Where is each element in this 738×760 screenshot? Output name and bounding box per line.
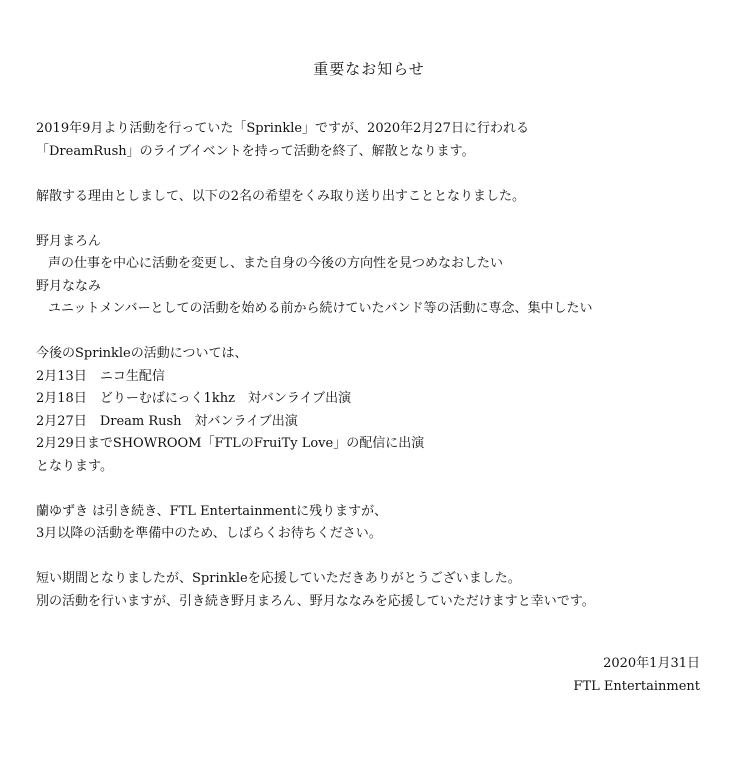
spacer xyxy=(36,478,726,501)
member-reason-maron: 声の仕事を中心に活動を変更し、また自身の今後の方向性を見つめなおしたい xyxy=(48,256,504,271)
announcement-title: 重要なお知らせ xyxy=(313,60,425,78)
closing-line-2: 別の活動を行いますが、引き続き野月まろん、野月ななみを応援していただけますと幸いです。 xyxy=(36,593,595,609)
schedule-item: 2月27日 Dream Rush 対バンライブ出演 xyxy=(36,413,298,429)
schedule-item: 2月13日 ニコ生配信 xyxy=(36,368,165,384)
schedule-outro: となります。 xyxy=(36,458,113,474)
schedule-item: 2月18日 どりーむばにっく1khz 対バンライブ出演 xyxy=(36,391,352,406)
spacer xyxy=(36,163,726,186)
signature-block xyxy=(573,652,700,698)
schedule-item: 2月29日までSHOWROOM「FTLのFruiTy Love」の配信に出演 xyxy=(36,436,425,451)
ran-paragraph-line-1: 蘭ゆずき は引き続き、FTL Entertainmentに残りますが、 xyxy=(36,503,388,519)
spacer xyxy=(36,321,726,344)
member-name-nanami: 野月ななみ xyxy=(36,278,102,294)
closing-line-1: 短い期間となりましたが、Sprinkleを応援していただきありがとうございました。 xyxy=(36,571,521,586)
ran-paragraph-line-2: 3月以降の活動を準備中のため、しばらくお待ちください。 xyxy=(36,526,382,541)
spacer xyxy=(36,208,726,231)
member-name-maron: 野月まろん xyxy=(36,233,102,249)
paragraph-1-line-1: 2019年9月より活動を行っていた「Sprinkle」ですが、2020年2月27日に行われる xyxy=(36,121,529,136)
member-reason-nanami: ユニットメンバーとしての活動を始める前から続けていたバンド等の活動に専念、集中したい xyxy=(48,301,593,316)
spacer xyxy=(36,546,726,569)
announcement-body xyxy=(36,118,726,613)
company-name: FTL Entertainment xyxy=(573,679,700,694)
paragraph-2: 解散する理由としまして、以下の2名の希望をくみ取り送り出すこととなりました。 xyxy=(36,188,526,204)
paragraph-1-line-2: 「DreamRush」のライブイベントを持って活動を終了、解散となります。 xyxy=(36,143,475,159)
announcement-date: 2020年1月31日 xyxy=(603,656,700,671)
schedule-intro: 今後のSprinkleの活動については、 xyxy=(36,346,248,361)
